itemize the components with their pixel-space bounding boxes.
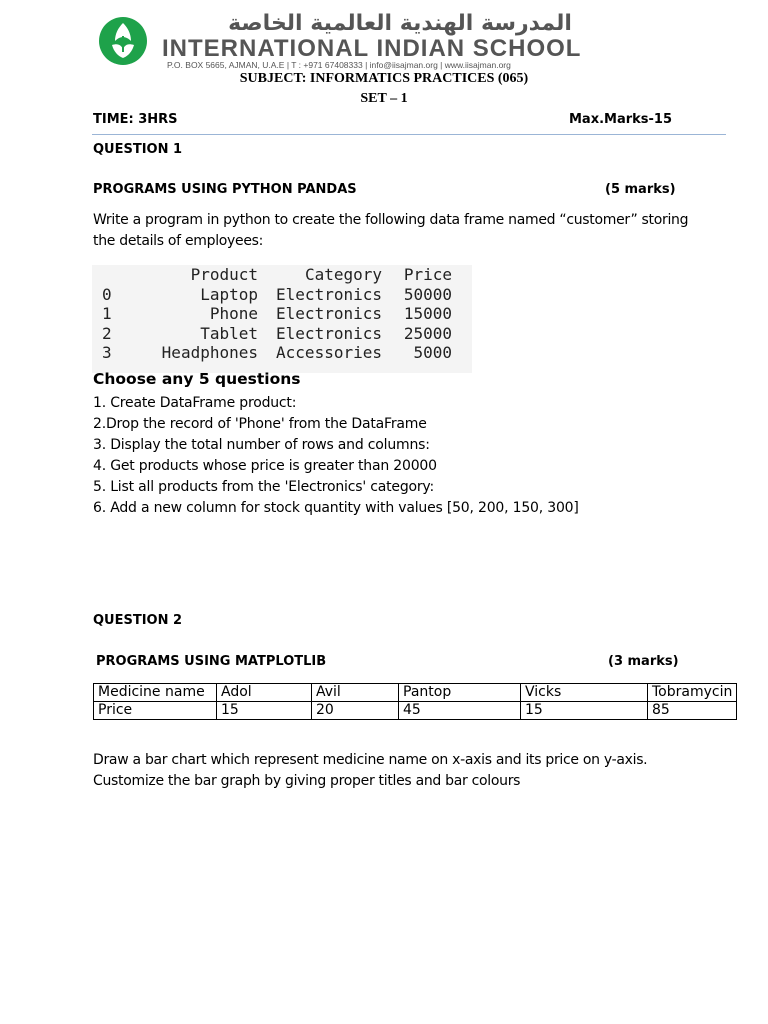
dataframe-cell: Laptop: [200, 284, 258, 304]
table-cell: 85: [648, 702, 737, 720]
list-item: 2.Drop the record of 'Phone' from the DataFrame: [93, 416, 427, 432]
dataframe-col-product: Product: [190, 265, 258, 284]
dataframe-index-header: [92, 265, 130, 285]
table-row: [94, 702, 737, 720]
table-cell: Tobramycin: [648, 684, 737, 702]
list-item: 5. List all products from the 'Electronics' category:: [93, 479, 435, 495]
table-cell: Vicks: [521, 684, 648, 702]
question1-instruction: [93, 210, 693, 252]
medicine-table: [93, 683, 737, 720]
dataframe-index: 3: [102, 343, 112, 362]
list-item: 1. Create DataFrame product:: [93, 395, 297, 411]
dataframe-cell: 25000: [403, 323, 452, 343]
header-divider: [92, 134, 726, 135]
question2-heading: QUESTION 2: [93, 613, 183, 628]
dataframe-cell: Phone: [209, 304, 258, 323]
exam-max-marks: Max.Marks-15: [569, 112, 673, 127]
list-item: 3. Display the total number of rows and columns:: [93, 437, 430, 453]
question1-topic: PROGRAMS USING PYTHON PANDAS: [93, 182, 357, 197]
school-logo-icon: [98, 16, 148, 66]
table-cell: Price: [94, 702, 217, 720]
list-item: 6. Add a new column for stock quantity with values [50, 200, 150, 300]: [93, 500, 579, 516]
dataframe-cell: 50000: [403, 284, 452, 304]
dataframe-row: [92, 304, 456, 324]
exam-time: TIME: 3HRS: [93, 112, 178, 127]
instruction-line-2: Customize the bar graph by giving proper titles and bar colours: [93, 773, 521, 789]
dataframe-table: [92, 265, 456, 363]
table-cell: Pantop: [399, 684, 521, 702]
choose-heading: Choose any 5 questions: [93, 370, 301, 388]
instruction-line-1: Draw a bar chart which represent medicine name on x-axis and its price on y-axis.: [93, 752, 648, 768]
dataframe-index: 1: [102, 304, 112, 323]
question2-marks: (3 marks): [608, 654, 679, 669]
dataframe-cell: 15000: [403, 304, 452, 323]
instruction-line-2: the details of employees:: [93, 233, 264, 249]
school-name: INTERNATIONAL INDIAN SCHOOL: [162, 35, 582, 62]
table-cell: Adol: [217, 684, 312, 702]
question1-list: [93, 393, 579, 519]
dataframe-output: [92, 265, 472, 373]
school-name-arabic: المدرسة الهندية العالمية الخاصة: [228, 11, 572, 36]
dataframe-cell: Electronics: [276, 323, 382, 343]
table-row: [94, 684, 737, 702]
dataframe-row: [92, 285, 456, 305]
table-cell: Medicine name: [94, 684, 217, 702]
table-cell: Avil: [312, 684, 399, 702]
dataframe-cell: 5000: [413, 343, 452, 362]
list-item: 4. Get products whose price is greater than 20000: [93, 458, 437, 474]
dataframe-col-category: Category: [304, 265, 382, 284]
dataframe-index: 2: [102, 323, 112, 343]
dataframe-cell: Electronics: [276, 304, 382, 323]
dataframe-cell: Tablet: [200, 323, 258, 343]
dataframe-col-price: Price: [403, 265, 452, 284]
school-contact: P.O. BOX 5665, AJMAN, U.A.E | T : +971 67408333 | info@iisajman.org | www.iisajman.org: [167, 60, 511, 70]
question1-heading: QUESTION 1: [93, 142, 183, 157]
table-cell: 15: [521, 702, 648, 720]
table-cell: 20: [312, 702, 399, 720]
dataframe-cell: Accessories: [276, 343, 382, 362]
dataframe-cell: Electronics: [276, 284, 382, 304]
question2-instruction: [93, 750, 647, 792]
dataframe-cell: Headphones: [161, 343, 258, 362]
dataframe-row: [92, 343, 456, 363]
table-cell: 15: [217, 702, 312, 720]
question2-topic: PROGRAMS USING MATPLOTLIB: [96, 654, 327, 669]
dataframe-header-row: [92, 265, 456, 285]
dataframe-index: 0: [102, 284, 112, 304]
exam-set: SET – 1: [360, 91, 408, 106]
instruction-line-1: Write a program in python to create the following data frame named “customer” storing: [93, 212, 689, 228]
exam-subject: SUBJECT: INFORMATICS PRACTICES (065): [239, 71, 529, 86]
table-cell: 45: [399, 702, 521, 720]
question1-marks: (5 marks): [605, 182, 676, 197]
dataframe-row: [92, 324, 456, 344]
